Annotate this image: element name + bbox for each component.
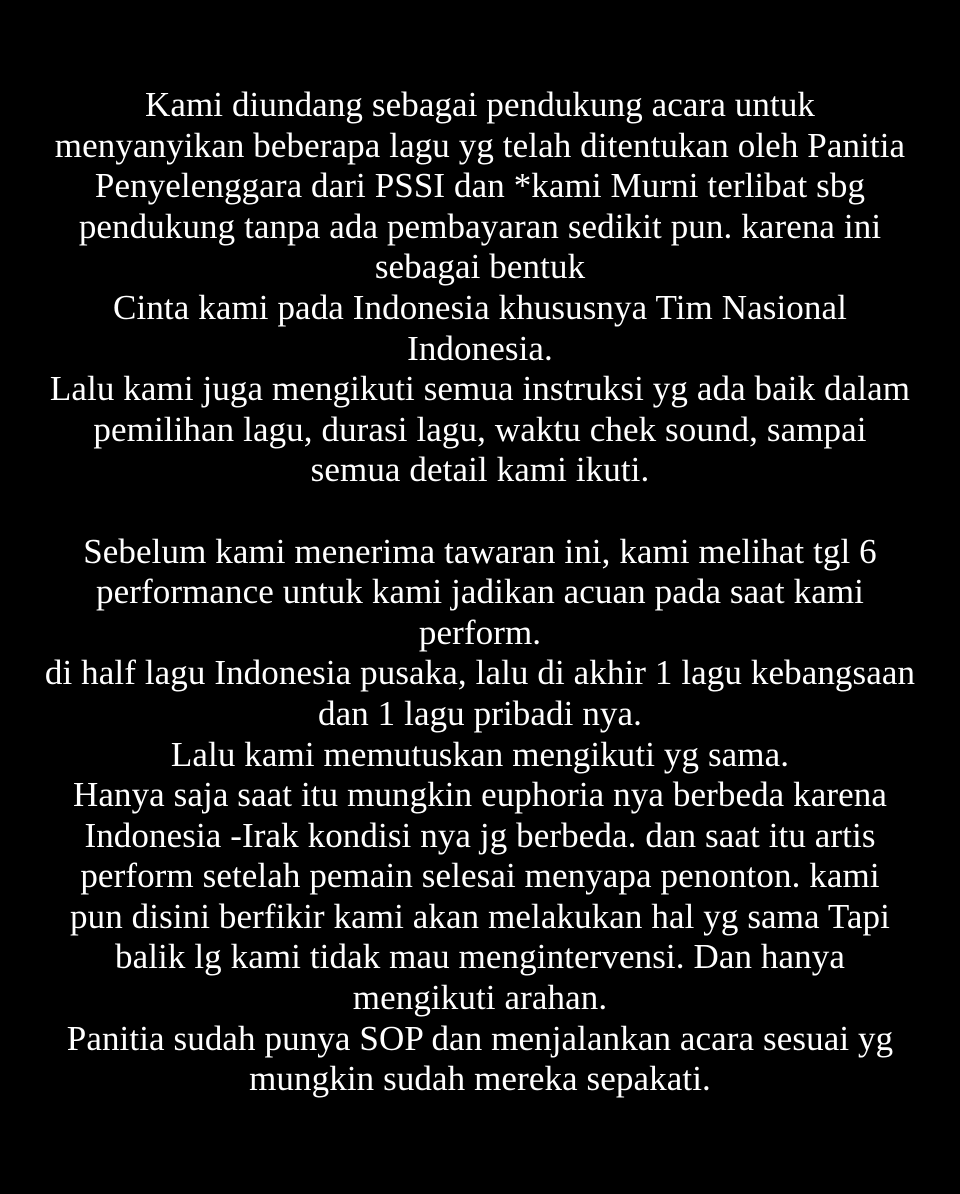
story-text-block bbox=[0, 85, 960, 1100]
text-line: mungkin sudah mereka sepakati. bbox=[249, 1059, 711, 1099]
text-line: Cinta kami pada Indonesia khususnya Tim Nasional bbox=[113, 287, 847, 327]
text-line: mengikuti arahan. bbox=[352, 978, 608, 1018]
text-line: pendukung tanpa ada pembayaran sedikit pun. karena ini bbox=[78, 206, 882, 246]
text-line: semua detail kami ikuti. bbox=[310, 450, 650, 490]
paragraph-spacer bbox=[0, 491, 960, 532]
text-line: Indonesia -Irak kondisi nya jg berbeda. dan saat itu artis bbox=[84, 815, 876, 855]
text-line: sebagai bentuk bbox=[374, 247, 586, 287]
text-line: menyanyikan beberapa lagu yg telah ditentukan oleh Panitia bbox=[54, 125, 906, 165]
text-line: pemilihan lagu, durasi lagu, waktu chek sound, sampai bbox=[93, 409, 867, 449]
text-line: Lalu kami juga mengikuti semua instruksi yg ada baik dalam bbox=[49, 369, 911, 409]
text-line: pun disini berfikir kami akan melakukan hal yg sama Tapi bbox=[70, 896, 890, 936]
text-line: Lalu kami memutuskan mengikuti yg sama. bbox=[170, 734, 790, 774]
text-line: Indonesia. bbox=[407, 328, 553, 368]
text-line: perform setelah pemain selesai menyapa penonton. kami bbox=[80, 856, 880, 896]
text-line: Panitia sudah punya SOP dan menjalankan acara sesuai yg bbox=[66, 1018, 894, 1058]
text-line: perform. bbox=[418, 612, 542, 652]
text-line: dan 1 lagu pribadi nya. bbox=[317, 693, 643, 733]
text-line: Sebelum kami menerima tawaran ini, kami melihat tgl 6 bbox=[83, 531, 877, 571]
text-line: Penyelenggara dari PSSI dan *kami Murni terlibat sbg bbox=[94, 166, 866, 206]
text-line: performance untuk kami jadikan acuan pada saat kami bbox=[96, 572, 864, 612]
text-line: Kami diundang sebagai pendukung acara untuk bbox=[144, 85, 816, 124]
text-line: balik lg kami tidak mau mengintervensi. Dan hanya bbox=[115, 937, 845, 977]
text-line: di half lagu Indonesia pusaka, lalu di akhir 1 lagu kebangsaan bbox=[44, 653, 916, 693]
text-line: Hanya saja saat itu mungkin euphoria nya berbeda karena bbox=[72, 775, 888, 815]
